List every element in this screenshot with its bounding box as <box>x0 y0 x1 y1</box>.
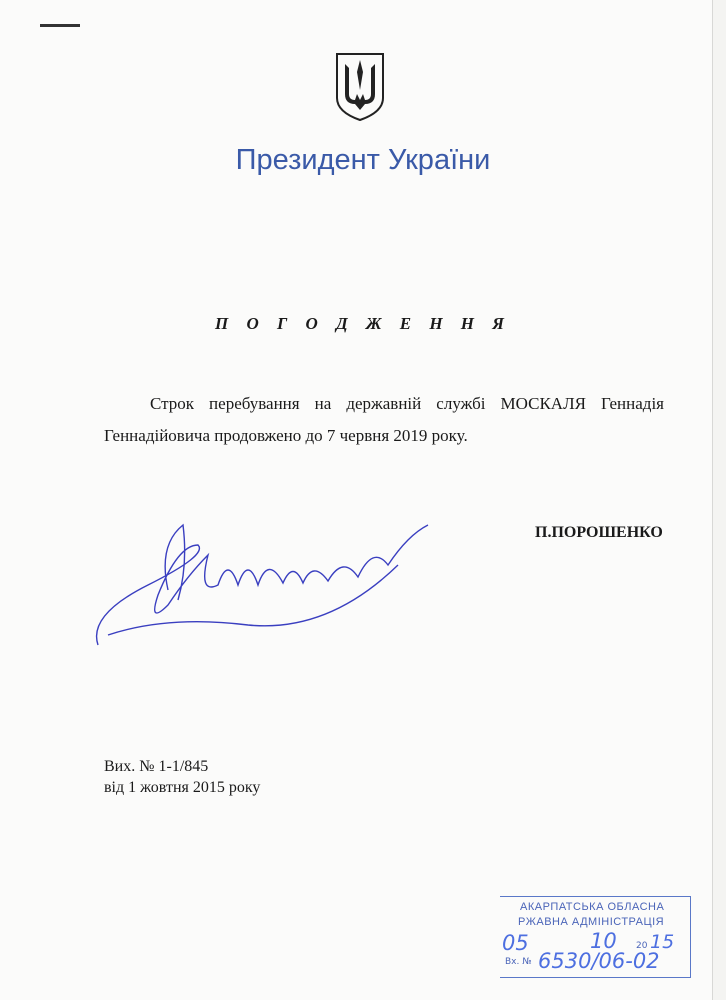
outgoing-number: Вих. № 1-1/845 <box>104 758 209 775</box>
document-heading: П О Г О Д Ж Е Н Н Я <box>214 314 511 333</box>
stamp-year: 15 <box>650 931 675 953</box>
stamp-line-2: РЖАВНА АДМІНІСТРАЦІЯ <box>518 916 665 928</box>
outgoing-date: від 1 жовтня 2015 року <box>104 779 261 796</box>
stamp-day: 05 <box>502 931 529 955</box>
stamp-incoming-label: Вх. № <box>505 957 532 967</box>
scan-mark <box>40 24 80 27</box>
signature <box>88 505 448 665</box>
document-body: Строк перебування на державній службі МОСКАЛЯ Геннадія Геннадійовича продовжено до 7 червня 2019 року. <box>104 394 664 445</box>
outgoing-reference <box>104 756 260 798</box>
stamp-incoming-number: 6530/06-02 <box>538 949 660 973</box>
registration-stamp <box>500 896 691 978</box>
signer-name: П.ПОРОШЕНКО <box>535 524 663 541</box>
stamp-month: 10 <box>590 929 617 953</box>
stamp-year-prefix: 20 <box>636 941 648 951</box>
stamp-line-1: АКАРПАТСЬКА ОБЛАСНА <box>520 901 665 913</box>
trident-emblem-icon <box>333 50 387 122</box>
page-title: Президент України <box>235 144 491 176</box>
